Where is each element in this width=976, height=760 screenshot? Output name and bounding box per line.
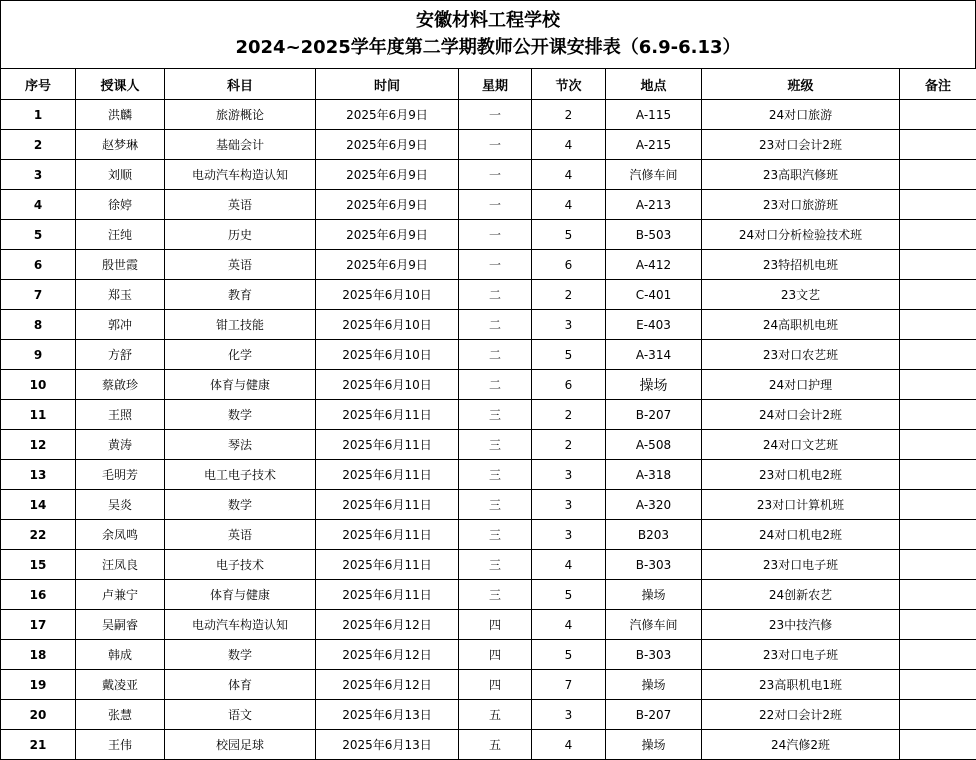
cell-date: 2025年6月10日	[316, 280, 459, 310]
cell-class: 23对口旅游班	[702, 190, 900, 220]
cell-seq: 10	[1, 370, 76, 400]
cell-period: 5	[532, 340, 606, 370]
cell-date: 2025年6月10日	[316, 340, 459, 370]
cell-teacher: 韩成	[76, 640, 165, 670]
header-weekday: 星期	[459, 69, 532, 100]
cell-remark	[900, 700, 976, 730]
cell-weekday: 三	[459, 580, 532, 610]
cell-weekday: 三	[459, 430, 532, 460]
cell-class: 23对口会计2班	[702, 130, 900, 160]
cell-class: 23文艺	[702, 280, 900, 310]
cell-weekday: 五	[459, 700, 532, 730]
table-row	[1, 700, 976, 730]
cell-seq: 15	[1, 550, 76, 580]
title-block	[0, 0, 976, 68]
cell-seq: 3	[1, 160, 76, 190]
cell-date: 2025年6月11日	[316, 400, 459, 430]
cell-subject: 钳工技能	[165, 310, 316, 340]
cell-location: B-207	[606, 400, 702, 430]
cell-location: A-412	[606, 250, 702, 280]
cell-period: 5	[532, 640, 606, 670]
cell-seq: 21	[1, 730, 76, 760]
cell-teacher: 王伟	[76, 730, 165, 760]
cell-date: 2025年6月12日	[316, 670, 459, 700]
cell-location: A-115	[606, 100, 702, 130]
cell-period: 3	[532, 460, 606, 490]
cell-date: 2025年6月10日	[316, 310, 459, 340]
cell-period: 5	[532, 220, 606, 250]
cell-location: B-503	[606, 220, 702, 250]
cell-class: 24对口文艺班	[702, 430, 900, 460]
header-class: 班级	[702, 69, 900, 100]
cell-subject: 琴法	[165, 430, 316, 460]
cell-seq: 6	[1, 250, 76, 280]
cell-weekday: 二	[459, 370, 532, 400]
cell-location: A-320	[606, 490, 702, 520]
cell-date: 2025年6月11日	[316, 580, 459, 610]
cell-remark	[900, 730, 976, 760]
cell-seq: 7	[1, 280, 76, 310]
cell-subject: 数学	[165, 640, 316, 670]
cell-location: A-213	[606, 190, 702, 220]
cell-teacher: 徐婷	[76, 190, 165, 220]
cell-location: A-215	[606, 130, 702, 160]
table-row	[1, 550, 976, 580]
cell-remark	[900, 100, 976, 130]
cell-seq: 20	[1, 700, 76, 730]
cell-seq: 13	[1, 460, 76, 490]
cell-teacher: 吴炎	[76, 490, 165, 520]
cell-remark	[900, 490, 976, 520]
cell-remark	[900, 370, 976, 400]
cell-date: 2025年6月9日	[316, 250, 459, 280]
table-row	[1, 460, 976, 490]
header-date: 时间	[316, 69, 459, 100]
cell-date: 2025年6月9日	[316, 160, 459, 190]
cell-class: 24高职机电班	[702, 310, 900, 340]
table-row	[1, 220, 976, 250]
cell-subject: 校园足球	[165, 730, 316, 760]
cell-class: 24对口会计2班	[702, 400, 900, 430]
cell-subject: 体育与健康	[165, 580, 316, 610]
cell-teacher: 王照	[76, 400, 165, 430]
cell-period: 5	[532, 580, 606, 610]
cell-teacher: 张慧	[76, 700, 165, 730]
cell-subject: 体育	[165, 670, 316, 700]
cell-class: 24对口护理	[702, 370, 900, 400]
table-row	[1, 250, 976, 280]
cell-seq: 2	[1, 130, 76, 160]
table-row	[1, 130, 976, 160]
header-subject: 科目	[165, 69, 316, 100]
header-period: 节次	[532, 69, 606, 100]
cell-remark	[900, 250, 976, 280]
table-row	[1, 640, 976, 670]
cell-class: 23高职汽修班	[702, 160, 900, 190]
cell-period: 6	[532, 370, 606, 400]
cell-subject: 英语	[165, 250, 316, 280]
table-row	[1, 430, 976, 460]
cell-weekday: 一	[459, 130, 532, 160]
cell-period: 7	[532, 670, 606, 700]
cell-remark	[900, 190, 976, 220]
cell-date: 2025年6月9日	[316, 130, 459, 160]
table-row	[1, 190, 976, 220]
cell-weekday: 四	[459, 610, 532, 640]
cell-class: 23中技汽修	[702, 610, 900, 640]
cell-teacher: 郑玉	[76, 280, 165, 310]
cell-class: 24汽修2班	[702, 730, 900, 760]
cell-period: 4	[532, 130, 606, 160]
cell-subject: 英语	[165, 520, 316, 550]
cell-class: 23对口农艺班	[702, 340, 900, 370]
cell-date: 2025年6月11日	[316, 430, 459, 460]
cell-period: 3	[532, 520, 606, 550]
cell-date: 2025年6月12日	[316, 640, 459, 670]
cell-period: 4	[532, 730, 606, 760]
cell-seq: 11	[1, 400, 76, 430]
cell-period: 2	[532, 430, 606, 460]
cell-location: 汽修车间	[606, 610, 702, 640]
cell-location: 操场	[606, 730, 702, 760]
cell-location: 操场	[606, 670, 702, 700]
cell-remark	[900, 310, 976, 340]
table-row	[1, 310, 976, 340]
cell-remark	[900, 400, 976, 430]
table-row	[1, 670, 976, 700]
cell-weekday: 二	[459, 310, 532, 340]
cell-subject: 体育与健康	[165, 370, 316, 400]
cell-date: 2025年6月12日	[316, 610, 459, 640]
table-row	[1, 580, 976, 610]
cell-seq: 17	[1, 610, 76, 640]
cell-remark	[900, 220, 976, 250]
header-remark: 备注	[900, 69, 976, 100]
cell-seq: 9	[1, 340, 76, 370]
cell-class: 22对口会计2班	[702, 700, 900, 730]
header-row	[1, 69, 976, 100]
cell-remark	[900, 550, 976, 580]
cell-seq: 22	[1, 520, 76, 550]
cell-subject: 电工电子技术	[165, 460, 316, 490]
cell-remark	[900, 460, 976, 490]
cell-date: 2025年6月13日	[316, 730, 459, 760]
cell-weekday: 一	[459, 190, 532, 220]
cell-teacher: 汪凤良	[76, 550, 165, 580]
cell-seq: 1	[1, 100, 76, 130]
table-row	[1, 610, 976, 640]
cell-date: 2025年6月9日	[316, 100, 459, 130]
cell-period: 2	[532, 100, 606, 130]
schedule-title: 2024~2025学年度第二学期教师公开课安排表（6.9-6.13）	[1, 34, 975, 62]
table-row	[1, 400, 976, 430]
cell-date: 2025年6月11日	[316, 460, 459, 490]
cell-period: 4	[532, 190, 606, 220]
cell-location: B-303	[606, 550, 702, 580]
cell-class: 24创新农艺	[702, 580, 900, 610]
cell-teacher: 戴凌亚	[76, 670, 165, 700]
cell-teacher: 刘顺	[76, 160, 165, 190]
cell-weekday: 二	[459, 280, 532, 310]
cell-subject: 历史	[165, 220, 316, 250]
cell-weekday: 一	[459, 250, 532, 280]
cell-remark	[900, 610, 976, 640]
cell-seq: 8	[1, 310, 76, 340]
cell-teacher: 卢兼宁	[76, 580, 165, 610]
cell-weekday: 一	[459, 160, 532, 190]
cell-weekday: 五	[459, 730, 532, 760]
cell-period: 4	[532, 160, 606, 190]
cell-remark	[900, 670, 976, 700]
table-row	[1, 280, 976, 310]
cell-remark	[900, 640, 976, 670]
cell-subject: 教育	[165, 280, 316, 310]
table-row	[1, 520, 976, 550]
cell-date: 2025年6月11日	[316, 490, 459, 520]
cell-teacher: 吴嗣睿	[76, 610, 165, 640]
cell-location: 操场	[606, 370, 702, 400]
cell-date: 2025年6月11日	[316, 520, 459, 550]
cell-class: 24对口分析检验技术班	[702, 220, 900, 250]
cell-remark	[900, 430, 976, 460]
cell-remark	[900, 340, 976, 370]
cell-teacher: 洪麟	[76, 100, 165, 130]
cell-location: A-314	[606, 340, 702, 370]
cell-location: A-318	[606, 460, 702, 490]
cell-subject: 电动汽车构造认知	[165, 610, 316, 640]
cell-period: 3	[532, 490, 606, 520]
cell-subject: 数学	[165, 400, 316, 430]
cell-period: 3	[532, 700, 606, 730]
cell-seq: 12	[1, 430, 76, 460]
table-body	[1, 100, 976, 760]
cell-subject: 语文	[165, 700, 316, 730]
cell-remark	[900, 160, 976, 190]
cell-teacher: 余凤鸣	[76, 520, 165, 550]
cell-teacher: 殷世霞	[76, 250, 165, 280]
table-row	[1, 370, 976, 400]
cell-class: 24对口机电2班	[702, 520, 900, 550]
cell-subject: 数学	[165, 490, 316, 520]
cell-class: 23高职机电1班	[702, 670, 900, 700]
cell-class: 23对口机电2班	[702, 460, 900, 490]
cell-seq: 5	[1, 220, 76, 250]
cell-location: C-401	[606, 280, 702, 310]
cell-weekday: 一	[459, 220, 532, 250]
cell-weekday: 四	[459, 640, 532, 670]
cell-subject: 旅游概论	[165, 100, 316, 130]
cell-period: 4	[532, 550, 606, 580]
cell-weekday: 一	[459, 100, 532, 130]
table-row	[1, 340, 976, 370]
cell-seq: 14	[1, 490, 76, 520]
schedule-table	[0, 68, 976, 760]
cell-remark	[900, 280, 976, 310]
cell-date: 2025年6月9日	[316, 220, 459, 250]
table-row	[1, 490, 976, 520]
cell-seq: 19	[1, 670, 76, 700]
cell-weekday: 二	[459, 340, 532, 370]
cell-period: 2	[532, 400, 606, 430]
cell-date: 2025年6月13日	[316, 700, 459, 730]
cell-date: 2025年6月9日	[316, 190, 459, 220]
cell-period: 4	[532, 610, 606, 640]
cell-date: 2025年6月11日	[316, 550, 459, 580]
cell-teacher: 蔡啟珍	[76, 370, 165, 400]
cell-location: B-303	[606, 640, 702, 670]
cell-subject: 电子技术	[165, 550, 316, 580]
table-row	[1, 160, 976, 190]
cell-teacher: 毛明芳	[76, 460, 165, 490]
cell-weekday: 三	[459, 520, 532, 550]
header-teacher: 授课人	[76, 69, 165, 100]
cell-subject: 英语	[165, 190, 316, 220]
cell-location: 操场	[606, 580, 702, 610]
cell-location: B-207	[606, 700, 702, 730]
cell-teacher: 汪纯	[76, 220, 165, 250]
cell-seq: 18	[1, 640, 76, 670]
header-seq: 序号	[1, 69, 76, 100]
cell-weekday: 三	[459, 550, 532, 580]
cell-location: B203	[606, 520, 702, 550]
cell-seq: 16	[1, 580, 76, 610]
cell-period: 3	[532, 310, 606, 340]
header-location: 地点	[606, 69, 702, 100]
school-name: 安徽材料工程学校	[1, 1, 975, 34]
cell-remark	[900, 580, 976, 610]
cell-subject: 基础会计	[165, 130, 316, 160]
cell-teacher: 方舒	[76, 340, 165, 370]
cell-period: 2	[532, 280, 606, 310]
cell-teacher: 黄涛	[76, 430, 165, 460]
cell-period: 6	[532, 250, 606, 280]
cell-seq: 4	[1, 190, 76, 220]
cell-weekday: 三	[459, 490, 532, 520]
cell-weekday: 三	[459, 460, 532, 490]
cell-weekday: 四	[459, 670, 532, 700]
cell-remark	[900, 130, 976, 160]
cell-class: 23对口电子班	[702, 640, 900, 670]
cell-location: 汽修车间	[606, 160, 702, 190]
cell-subject: 化学	[165, 340, 316, 370]
cell-teacher: 郭冲	[76, 310, 165, 340]
cell-class: 24对口旅游	[702, 100, 900, 130]
cell-date: 2025年6月10日	[316, 370, 459, 400]
cell-class: 23特招机电班	[702, 250, 900, 280]
cell-weekday: 三	[459, 400, 532, 430]
cell-remark	[900, 520, 976, 550]
cell-location: A-508	[606, 430, 702, 460]
cell-teacher: 赵梦琳	[76, 130, 165, 160]
cell-class: 23对口计算机班	[702, 490, 900, 520]
table-row	[1, 100, 976, 130]
cell-location: E-403	[606, 310, 702, 340]
cell-class: 23对口电子班	[702, 550, 900, 580]
cell-subject: 电动汽车构造认知	[165, 160, 316, 190]
table-row	[1, 730, 976, 760]
